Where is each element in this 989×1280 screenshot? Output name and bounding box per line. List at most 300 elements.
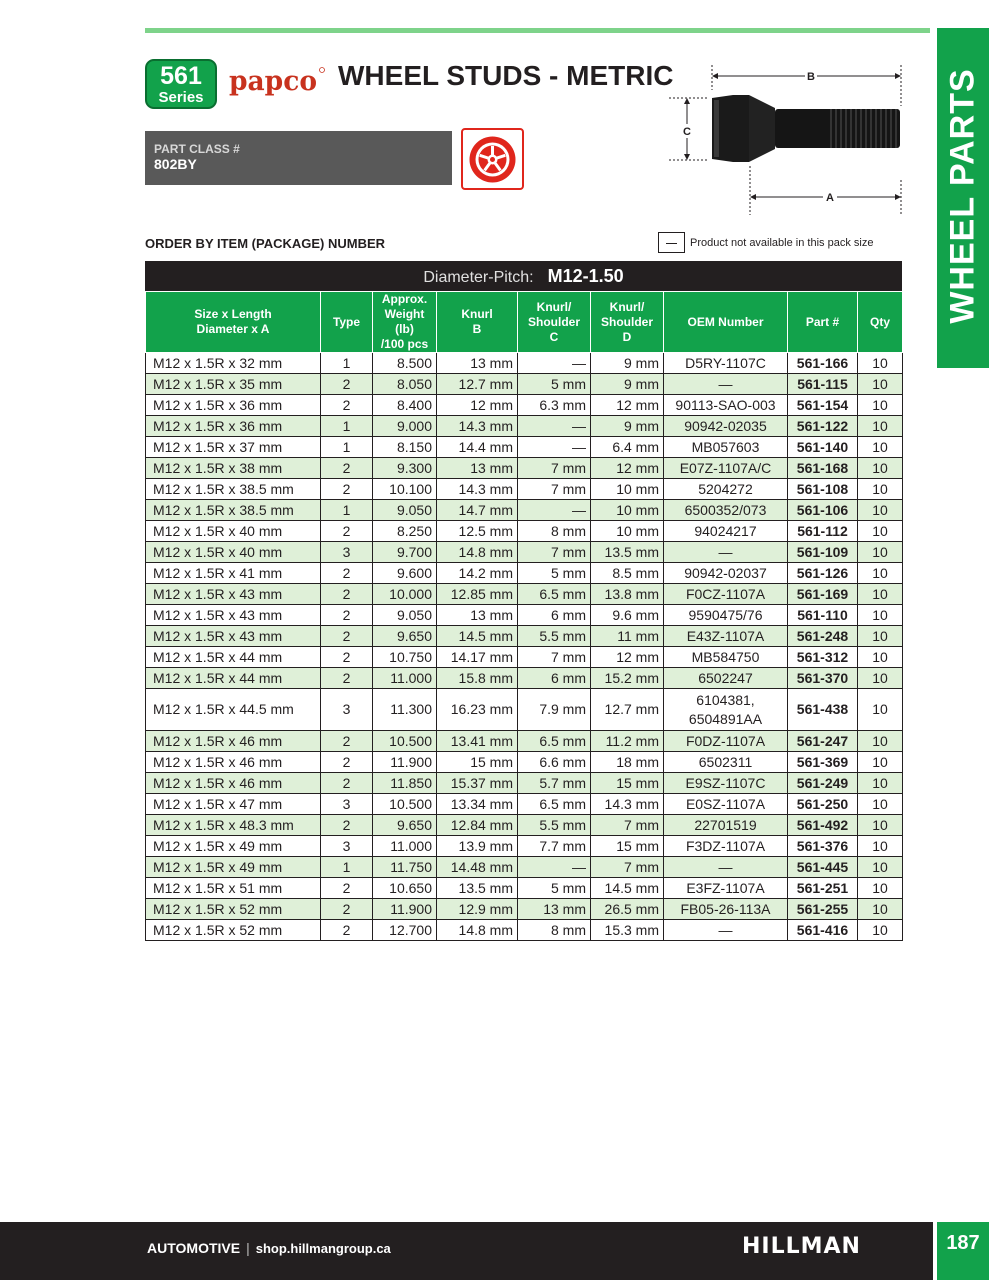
- row-weight: 10.750: [373, 647, 437, 668]
- legend: [658, 232, 873, 253]
- row-shoulder-d: 15.3 mm: [591, 920, 664, 941]
- row-part-number: 561-166: [788, 353, 858, 374]
- row-qty: 10: [858, 815, 903, 836]
- row-qty: 10: [858, 878, 903, 899]
- row-type: 1: [321, 416, 373, 437]
- product-table: [145, 261, 902, 941]
- row-knurl: 13.9 mm: [437, 836, 518, 857]
- table-row: [146, 542, 903, 563]
- top-rule: [145, 28, 930, 33]
- row-qty: 10: [858, 836, 903, 857]
- row-shoulder-c: 5 mm: [518, 563, 591, 584]
- row-oem-number: E43Z-1107A: [664, 626, 788, 647]
- column-header-row: [146, 292, 903, 353]
- col-weight: Approx. Weight (lb) /100 pcs: [373, 292, 437, 353]
- table-row: [146, 836, 903, 857]
- table-row: [146, 626, 903, 647]
- row-shoulder-d: 7 mm: [591, 857, 664, 878]
- row-part-number: 561-108: [788, 479, 858, 500]
- row-weight: 12.700: [373, 920, 437, 941]
- row-oem-number: 9590475/76: [664, 605, 788, 626]
- table-row: [146, 731, 903, 752]
- row-part-number: 561-370: [788, 668, 858, 689]
- row-weight: 9.650: [373, 626, 437, 647]
- row-qty: 10: [858, 920, 903, 941]
- col-part: Part #: [788, 292, 858, 353]
- row-oem-number: E3FZ-1107A: [664, 878, 788, 899]
- row-weight: 9.050: [373, 500, 437, 521]
- row-weight: 8.050: [373, 374, 437, 395]
- table-row: [146, 416, 903, 437]
- row-part-number: 561-140: [788, 437, 858, 458]
- row-size: M12 x 1.5R x 44 mm: [146, 668, 321, 689]
- row-shoulder-c: 7 mm: [518, 542, 591, 563]
- row-type: 2: [321, 899, 373, 920]
- row-qty: 10: [858, 857, 903, 878]
- row-knurl: 12.5 mm: [437, 521, 518, 542]
- footer-section: AUTOMOTIVE: [147, 1240, 241, 1256]
- col-shoulder-d: Knurl/ Shoulder D: [591, 292, 664, 353]
- row-size: M12 x 1.5R x 52 mm: [146, 920, 321, 941]
- row-oem-number: —: [664, 542, 788, 563]
- row-shoulder-d: 13.5 mm: [591, 542, 664, 563]
- row-knurl: 15.37 mm: [437, 773, 518, 794]
- table-row: [146, 500, 903, 521]
- row-weight: 9.600: [373, 563, 437, 584]
- row-shoulder-c: 6.5 mm: [518, 584, 591, 605]
- papco-logo-text: papco: [229, 66, 317, 97]
- row-size: M12 x 1.5R x 44 mm: [146, 647, 321, 668]
- row-part-number: 561-492: [788, 815, 858, 836]
- row-weight: 9.050: [373, 605, 437, 626]
- row-size: M12 x 1.5R x 35 mm: [146, 374, 321, 395]
- row-type: 2: [321, 626, 373, 647]
- wheel-icon: [467, 134, 518, 185]
- row-part-number: 561-445: [788, 857, 858, 878]
- row-knurl: 14.48 mm: [437, 857, 518, 878]
- row-part-number: 561-109: [788, 542, 858, 563]
- row-part-number: 561-110: [788, 605, 858, 626]
- row-oem-number: 22701519: [664, 815, 788, 836]
- row-part-number: 561-249: [788, 773, 858, 794]
- row-type: 2: [321, 668, 373, 689]
- row-shoulder-c: 6.6 mm: [518, 752, 591, 773]
- row-qty: 10: [858, 773, 903, 794]
- row-oem-number: 6500352/073: [664, 500, 788, 521]
- dimension-a-label: A: [826, 192, 834, 204]
- table-row: [146, 605, 903, 626]
- table-row: [146, 374, 903, 395]
- row-weight: 10.500: [373, 794, 437, 815]
- row-qty: 10: [858, 794, 903, 815]
- row-weight: 8.500: [373, 353, 437, 374]
- series-word: Series: [158, 89, 204, 106]
- not-available-symbol: [658, 232, 685, 253]
- row-weight: 9.700: [373, 542, 437, 563]
- row-shoulder-d: 11.2 mm: [591, 731, 664, 752]
- row-qty: 10: [858, 521, 903, 542]
- row-part-number: 561-248: [788, 626, 858, 647]
- table-row: [146, 773, 903, 794]
- row-knurl: 14.3 mm: [437, 416, 518, 437]
- row-shoulder-c: 6 mm: [518, 668, 591, 689]
- diameter-pitch-header: [145, 261, 902, 291]
- row-oem-number: E07Z-1107A/C: [664, 458, 788, 479]
- row-type: 1: [321, 500, 373, 521]
- table-row: [146, 878, 903, 899]
- row-type: 2: [321, 878, 373, 899]
- row-shoulder-d: 11 mm: [591, 626, 664, 647]
- row-size: M12 x 1.5R x 41 mm: [146, 563, 321, 584]
- diameter-pitch-label: Diameter-Pitch:: [423, 269, 534, 286]
- row-type: 1: [321, 353, 373, 374]
- row-knurl: 14.8 mm: [437, 542, 518, 563]
- row-weight: 11.850: [373, 773, 437, 794]
- row-shoulder-d: 7 mm: [591, 815, 664, 836]
- row-size: M12 x 1.5R x 47 mm: [146, 794, 321, 815]
- row-shoulder-d: 15 mm: [591, 836, 664, 857]
- row-shoulder-d: 14.3 mm: [591, 794, 664, 815]
- row-knurl: 13.5 mm: [437, 878, 518, 899]
- row-weight: 8.250: [373, 521, 437, 542]
- row-oem-number: F3DZ-1107A: [664, 836, 788, 857]
- table-row: [146, 479, 903, 500]
- row-qty: 10: [858, 731, 903, 752]
- col-knurl: Knurl B: [437, 292, 518, 353]
- row-knurl: 14.8 mm: [437, 920, 518, 941]
- row-weight: 8.400: [373, 395, 437, 416]
- row-size: M12 x 1.5R x 49 mm: [146, 857, 321, 878]
- row-type: 2: [321, 920, 373, 941]
- row-knurl: 14.5 mm: [437, 626, 518, 647]
- row-weight: 10.000: [373, 584, 437, 605]
- row-oem-number: 90942-02035: [664, 416, 788, 437]
- table-row: [146, 920, 903, 941]
- footer-url-link[interactable]: shop.hillmangroup.ca: [255, 1241, 391, 1256]
- row-type: 2: [321, 731, 373, 752]
- row-shoulder-c: —: [518, 857, 591, 878]
- row-part-number: 561-126: [788, 563, 858, 584]
- row-type: 1: [321, 437, 373, 458]
- row-shoulder-c: 6.5 mm: [518, 731, 591, 752]
- row-type: 2: [321, 773, 373, 794]
- row-size: M12 x 1.5R x 43 mm: [146, 584, 321, 605]
- col-oem: OEM Number: [664, 292, 788, 353]
- row-type: 3: [321, 689, 373, 731]
- row-type: 2: [321, 815, 373, 836]
- row-size: M12 x 1.5R x 49 mm: [146, 836, 321, 857]
- row-shoulder-c: 5.5 mm: [518, 626, 591, 647]
- row-qty: 10: [858, 479, 903, 500]
- row-weight: 11.300: [373, 689, 437, 731]
- footer-separator: |: [246, 1240, 250, 1256]
- table-row: [146, 521, 903, 542]
- row-shoulder-d: 8.5 mm: [591, 563, 664, 584]
- row-type: 2: [321, 647, 373, 668]
- row-knurl: 14.3 mm: [437, 479, 518, 500]
- row-shoulder-c: 5 mm: [518, 878, 591, 899]
- legend-text: Product not available in this pack size: [690, 236, 874, 249]
- row-weight: 8.150: [373, 437, 437, 458]
- row-part-number: 561-247: [788, 731, 858, 752]
- row-part-number: 561-168: [788, 458, 858, 479]
- row-size: M12 x 1.5R x 37 mm: [146, 437, 321, 458]
- row-size: M12 x 1.5R x 38.5 mm: [146, 500, 321, 521]
- row-oem-number: FB05-26-113A: [664, 899, 788, 920]
- row-shoulder-d: 9 mm: [591, 353, 664, 374]
- row-type: 2: [321, 584, 373, 605]
- row-size: M12 x 1.5R x 48.3 mm: [146, 815, 321, 836]
- row-shoulder-c: 7 mm: [518, 647, 591, 668]
- row-shoulder-d: 9.6 mm: [591, 605, 664, 626]
- row-part-number: 561-369: [788, 752, 858, 773]
- row-type: 3: [321, 542, 373, 563]
- diameter-pitch-value: M12-1.50: [547, 266, 624, 286]
- row-size: M12 x 1.5R x 38 mm: [146, 458, 321, 479]
- row-size: M12 x 1.5R x 46 mm: [146, 731, 321, 752]
- col-type: Type: [321, 292, 373, 353]
- row-knurl: 12.85 mm: [437, 584, 518, 605]
- row-knurl: 12.7 mm: [437, 374, 518, 395]
- row-shoulder-d: 10 mm: [591, 500, 664, 521]
- hillman-logo: HILLMAN: [742, 1234, 861, 1259]
- row-type: 2: [321, 374, 373, 395]
- row-part-number: 561-251: [788, 878, 858, 899]
- row-size: M12 x 1.5R x 46 mm: [146, 773, 321, 794]
- row-qty: 10: [858, 899, 903, 920]
- row-shoulder-c: 7 mm: [518, 479, 591, 500]
- footer-left: [147, 1240, 391, 1256]
- row-size: M12 x 1.5R x 36 mm: [146, 416, 321, 437]
- row-knurl: 14.7 mm: [437, 500, 518, 521]
- row-qty: 10: [858, 500, 903, 521]
- row-qty: 10: [858, 563, 903, 584]
- row-weight: 10.650: [373, 878, 437, 899]
- row-shoulder-c: —: [518, 437, 591, 458]
- row-knurl: 12.84 mm: [437, 815, 518, 836]
- row-oem-number: 5204272: [664, 479, 788, 500]
- row-part-number: 561-255: [788, 899, 858, 920]
- row-shoulder-c: —: [518, 500, 591, 521]
- row-shoulder-c: 7 mm: [518, 458, 591, 479]
- row-knurl: 12.9 mm: [437, 899, 518, 920]
- row-weight: 11.900: [373, 752, 437, 773]
- row-part-number: 561-312: [788, 647, 858, 668]
- row-qty: 10: [858, 605, 903, 626]
- row-shoulder-c: 13 mm: [518, 899, 591, 920]
- row-shoulder-c: 7.7 mm: [518, 836, 591, 857]
- col-size: Size x Length Diameter x A: [146, 292, 321, 353]
- row-weight: 10.500: [373, 731, 437, 752]
- row-qty: 10: [858, 374, 903, 395]
- row-part-number: 561-438: [788, 689, 858, 731]
- row-type: 2: [321, 605, 373, 626]
- row-shoulder-d: 12.7 mm: [591, 689, 664, 731]
- row-part-number: 561-416: [788, 920, 858, 941]
- row-shoulder-d: 9 mm: [591, 374, 664, 395]
- row-qty: 10: [858, 542, 903, 563]
- row-oem-number: F0CZ-1107A: [664, 584, 788, 605]
- row-shoulder-c: 7.9 mm: [518, 689, 591, 731]
- part-class-value: 802BY: [154, 156, 197, 172]
- row-qty: 10: [858, 584, 903, 605]
- row-qty: 10: [858, 626, 903, 647]
- row-shoulder-d: 12 mm: [591, 647, 664, 668]
- table-row: [146, 437, 903, 458]
- page-number: 187: [946, 1232, 980, 1254]
- row-shoulder-d: 10 mm: [591, 479, 664, 500]
- row-qty: 10: [858, 689, 903, 731]
- row-knurl: 13 mm: [437, 353, 518, 374]
- row-size: M12 x 1.5R x 43 mm: [146, 605, 321, 626]
- row-shoulder-d: 13.8 mm: [591, 584, 664, 605]
- row-size: M12 x 1.5R x 36 mm: [146, 395, 321, 416]
- row-shoulder-c: 5.5 mm: [518, 815, 591, 836]
- row-oem-number: 6104381, 6504891AA: [664, 689, 788, 731]
- row-oem-number: 90942-02037: [664, 563, 788, 584]
- col-qty: Qty: [858, 292, 903, 353]
- row-shoulder-c: 5 mm: [518, 374, 591, 395]
- row-part-number: 561-106: [788, 500, 858, 521]
- row-type: 2: [321, 395, 373, 416]
- row-part-number: 561-112: [788, 521, 858, 542]
- row-shoulder-d: 18 mm: [591, 752, 664, 773]
- row-type: 2: [321, 521, 373, 542]
- row-knurl: 14.2 mm: [437, 563, 518, 584]
- row-qty: 10: [858, 752, 903, 773]
- row-qty: 10: [858, 395, 903, 416]
- row-shoulder-d: 15.2 mm: [591, 668, 664, 689]
- row-type: 2: [321, 479, 373, 500]
- row-type: 2: [321, 752, 373, 773]
- row-knurl: 14.17 mm: [437, 647, 518, 668]
- table-row: [146, 794, 903, 815]
- table-row: [146, 668, 903, 689]
- row-shoulder-d: 10 mm: [591, 521, 664, 542]
- row-shoulder-c: —: [518, 416, 591, 437]
- row-oem-number: 6502311: [664, 752, 788, 773]
- row-knurl: 15 mm: [437, 752, 518, 773]
- row-oem-number: 94024217: [664, 521, 788, 542]
- dimension-c-label: C: [683, 126, 691, 138]
- row-oem-number: D5RY-1107C: [664, 353, 788, 374]
- row-knurl: 13 mm: [437, 458, 518, 479]
- row-size: M12 x 1.5R x 38.5 mm: [146, 479, 321, 500]
- row-part-number: 561-154: [788, 395, 858, 416]
- row-qty: 10: [858, 353, 903, 374]
- row-qty: 10: [858, 437, 903, 458]
- part-class-box: [145, 131, 452, 185]
- table-row: [146, 815, 903, 836]
- row-shoulder-c: —: [518, 353, 591, 374]
- row-weight: 10.100: [373, 479, 437, 500]
- row-type: 1: [321, 857, 373, 878]
- row-knurl: 13.41 mm: [437, 731, 518, 752]
- row-size: M12 x 1.5R x 52 mm: [146, 899, 321, 920]
- row-type: 3: [321, 836, 373, 857]
- table-row: [146, 395, 903, 416]
- row-type: 3: [321, 794, 373, 815]
- row-weight: 11.750: [373, 857, 437, 878]
- table-row: [146, 353, 903, 374]
- table-row: [146, 647, 903, 668]
- row-oem-number: E0SZ-1107A: [664, 794, 788, 815]
- row-shoulder-c: 5.7 mm: [518, 773, 591, 794]
- row-knurl: 13.34 mm: [437, 794, 518, 815]
- row-shoulder-d: 15 mm: [591, 773, 664, 794]
- row-qty: 10: [858, 668, 903, 689]
- row-qty: 10: [858, 647, 903, 668]
- row-shoulder-d: 9 mm: [591, 416, 664, 437]
- row-oem-number: MB584750: [664, 647, 788, 668]
- row-size: M12 x 1.5R x 51 mm: [146, 878, 321, 899]
- row-size: M12 x 1.5R x 32 mm: [146, 353, 321, 374]
- side-tab-label: WHEEL PARTS: [943, 68, 982, 324]
- row-qty: 10: [858, 458, 903, 479]
- row-part-number: 561-169: [788, 584, 858, 605]
- col-shoulder-c: Knurl/ Shoulder C: [518, 292, 591, 353]
- row-knurl: 15.8 mm: [437, 668, 518, 689]
- row-shoulder-c: 6 mm: [518, 605, 591, 626]
- row-weight: 11.000: [373, 836, 437, 857]
- row-weight: 9.000: [373, 416, 437, 437]
- row-oem-number: —: [664, 920, 788, 941]
- part-class-label: PART CLASS #: [154, 142, 240, 156]
- table-row: [146, 563, 903, 584]
- table-row: [146, 899, 903, 920]
- row-shoulder-d: 12 mm: [591, 458, 664, 479]
- row-shoulder-d: 14.5 mm: [591, 878, 664, 899]
- table-row: [146, 857, 903, 878]
- wheel-stud-diagram: [665, 62, 915, 220]
- row-knurl: 16.23 mm: [437, 689, 518, 731]
- row-knurl: 13 mm: [437, 605, 518, 626]
- row-part-number: 561-122: [788, 416, 858, 437]
- row-size: M12 x 1.5R x 40 mm: [146, 542, 321, 563]
- table-row: [146, 458, 903, 479]
- papco-logo: [226, 63, 326, 99]
- row-oem-number: —: [664, 857, 788, 878]
- row-part-number: 561-376: [788, 836, 858, 857]
- row-knurl: 12 mm: [437, 395, 518, 416]
- row-shoulder-d: 6.4 mm: [591, 437, 664, 458]
- stud-shoulder: [749, 95, 775, 162]
- row-size: M12 x 1.5R x 40 mm: [146, 521, 321, 542]
- row-knurl: 14.4 mm: [437, 437, 518, 458]
- row-weight: 9.300: [373, 458, 437, 479]
- series-badge: [145, 59, 217, 109]
- row-oem-number: MB057603: [664, 437, 788, 458]
- row-shoulder-c: 6.5 mm: [518, 794, 591, 815]
- order-by-heading: ORDER BY ITEM (PACKAGE) NUMBER: [145, 236, 386, 251]
- row-shoulder-c: 8 mm: [518, 920, 591, 941]
- row-type: 2: [321, 563, 373, 584]
- row-weight: 11.900: [373, 899, 437, 920]
- table-row: [146, 752, 903, 773]
- row-oem-number: E9SZ-1107C: [664, 773, 788, 794]
- row-oem-number: 6502247: [664, 668, 788, 689]
- row-shoulder-c: 8 mm: [518, 521, 591, 542]
- row-size: M12 x 1.5R x 44.5 mm: [146, 689, 321, 731]
- dimension-b-label: B: [807, 71, 815, 83]
- row-size: M12 x 1.5R x 46 mm: [146, 752, 321, 773]
- row-shoulder-d: 12 mm: [591, 395, 664, 416]
- row-type: 2: [321, 458, 373, 479]
- page-title: WHEEL STUDS - METRIC: [338, 60, 674, 91]
- series-number: 561: [160, 62, 202, 90]
- row-part-number: 561-250: [788, 794, 858, 815]
- table-row: [146, 584, 903, 605]
